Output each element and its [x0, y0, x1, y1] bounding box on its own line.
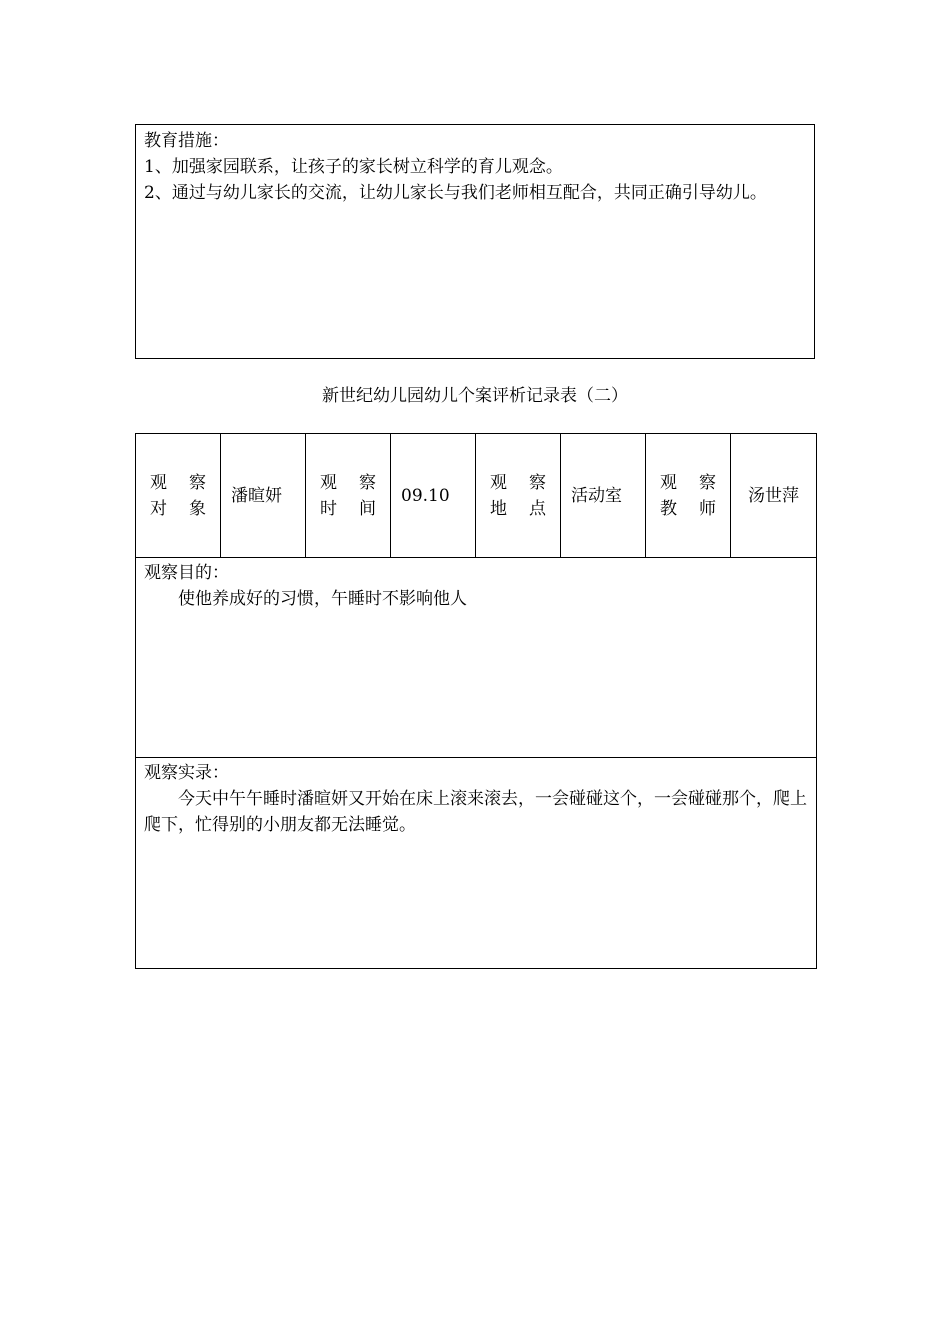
measures-item-1: 1、加强家园联系，让孩子的家长树立科学的育儿观念。	[144, 157, 563, 177]
record-row	[136, 758, 817, 969]
record-table-title: 新世纪幼儿园幼儿个案评析记录表（二）	[322, 386, 628, 406]
measures-item-2: 2、通过与幼儿家长的交流，让幼儿家长与我们老师相互配合，共同正确引导幼儿。	[144, 183, 767, 203]
observation-place-value: 活动室	[561, 434, 646, 558]
observation-time-label: 观 察 时 间	[306, 434, 391, 558]
measures-heading: 教育措施：	[144, 131, 229, 151]
observing-teacher-value: 汤世萍	[731, 434, 817, 558]
observation-place-label: 观 察 地 点	[476, 434, 561, 558]
record-text: 今天中午午睡时潘暄妍又开始在床上滚来滚去，一会碰碰这个，一会碰碰那个，爬上爬下，忙得别的小朋友都无法睡觉。	[144, 789, 807, 835]
observation-time-value: 09.10	[391, 434, 476, 558]
observed-subject-label: 观 察 对 象	[136, 434, 221, 558]
case-record-table	[135, 433, 817, 969]
observing-teacher-label: 观 察 教 师	[646, 434, 731, 558]
record-cell	[136, 758, 817, 969]
purpose-heading: 观察目的：	[144, 563, 229, 583]
purpose-cell	[136, 558, 817, 758]
purpose-row	[136, 558, 817, 758]
purpose-text: 使他养成好的习惯，午睡时不影响他人	[178, 589, 467, 609]
record-heading: 观察实录：	[144, 763, 229, 783]
education-measures-box	[135, 124, 815, 359]
header-row	[136, 434, 817, 558]
observed-subject-value: 潘暄妍	[221, 434, 306, 558]
